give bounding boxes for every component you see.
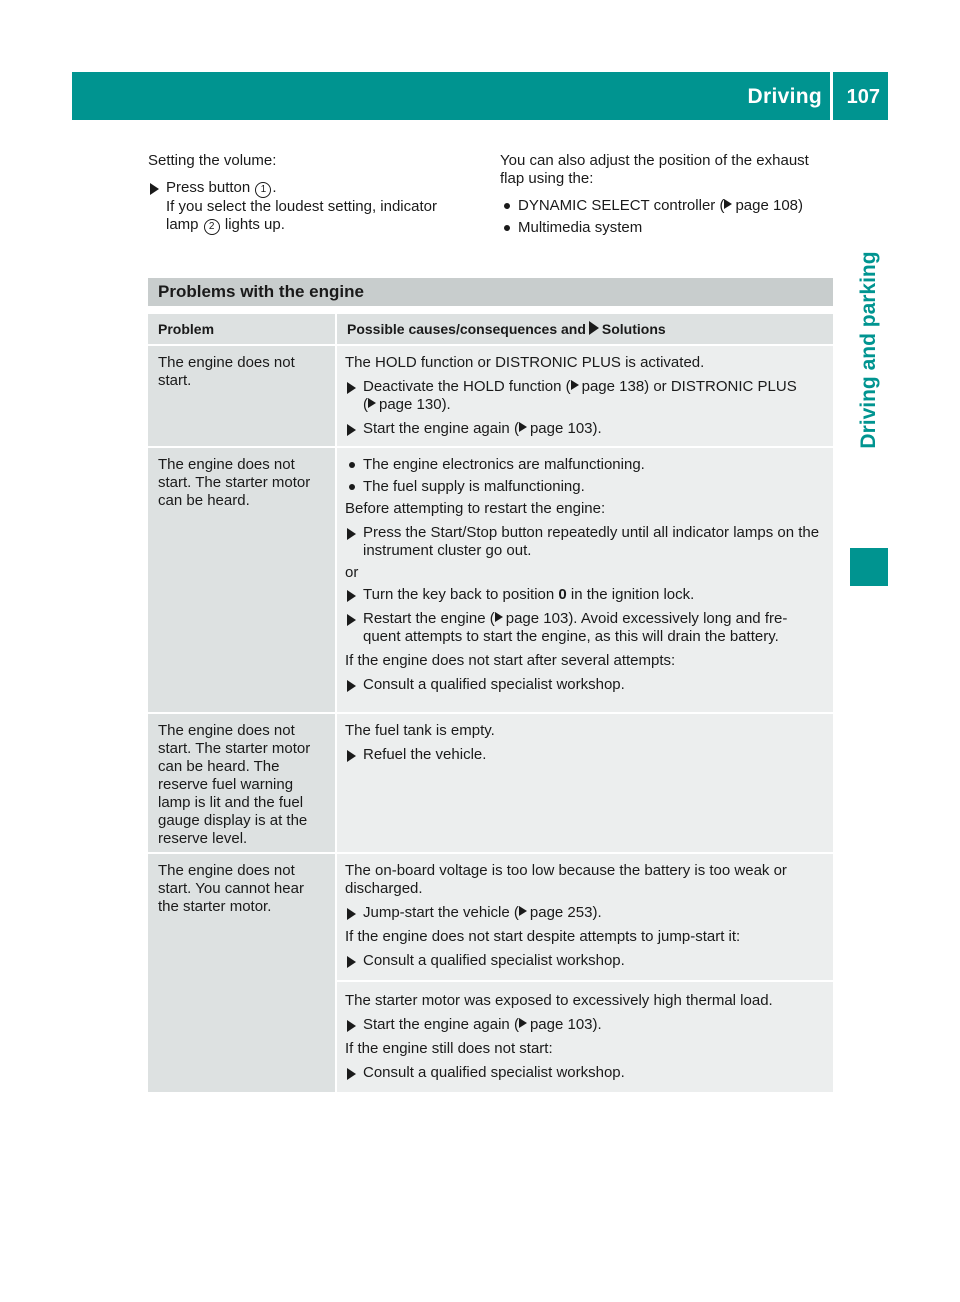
callout-2-icon: 2 — [204, 219, 220, 235]
instruction-step: Press the Start/Stop button repeatedly until all indicator lamps on the instrument cluster go out. — [345, 524, 825, 560]
side-tab-marker — [850, 548, 888, 586]
instruction-step: Jump-start the vehicle ( page 253). — [345, 904, 825, 922]
table-row — [148, 714, 833, 852]
problem-cell: The engine does not start. You cannot hear the starter motor. — [148, 854, 335, 1092]
volume-intro: Setting the volume: — [148, 152, 277, 169]
page-ref-icon — [519, 422, 527, 432]
header-divider — [830, 72, 833, 120]
instruction-step: Turn the key back to position 0 in the ignition lock. — [345, 586, 825, 604]
solution-cell: The HOLD function or DISTRONIC PLUS is activated. Deactivate the HOLD function ( page 138) or DISTRONIC PLUS ( page 130). Start the engine again ( page 103). — [337, 346, 833, 446]
page-ref-icon — [571, 380, 579, 390]
problem-cell: The engine does not start. The starter motor can be heard. — [148, 448, 335, 712]
page-ref-icon — [724, 199, 732, 209]
list-item: The fuel supply is malfunctioning. — [345, 478, 825, 496]
table-row — [148, 346, 833, 446]
instruction-step: Restart the engine ( page 103). Avoid excessively long and fre- quent attempts to start the engine, as this will drain the battery. — [345, 610, 825, 646]
instruction-step: Consult a qualified specialist workshop. — [345, 952, 825, 970]
page-number: 107 — [846, 86, 880, 108]
column-header-solutions: Possible causes/consequences and Solutions — [337, 314, 833, 344]
table-row — [148, 448, 833, 712]
page-ref-icon — [519, 906, 527, 916]
list-item: The engine electronics are malfunctioning. — [345, 456, 825, 474]
list-item: Multimedia system — [500, 219, 840, 237]
problem-cell: The engine does not start. — [148, 346, 335, 446]
volume-step: Press button 1 . If you select the loudest setting, indicator lamp 2 lights up. — [148, 179, 468, 235]
arrow-icon — [589, 321, 599, 335]
exhaust-intro: You can also adjust the position of the exhaust flap using the: — [500, 152, 809, 187]
table-row — [148, 854, 833, 1092]
solution-cell: The fuel tank is empty. Refuel the vehicle. — [337, 714, 833, 852]
instruction-step: Start the engine again ( page 103). — [345, 420, 825, 438]
page-ref-icon — [519, 1018, 527, 1028]
list-item: DYNAMIC SELECT controller ( page 108) — [500, 197, 840, 215]
column-header-problem: Problem — [148, 314, 335, 344]
left-column — [148, 152, 468, 235]
side-tab — [850, 120, 888, 540]
side-tab-label: Driving and parking — [857, 251, 880, 449]
header-bar — [72, 72, 888, 120]
instruction-step: Consult a qualified specialist workshop. — [345, 676, 825, 694]
solution-cell: The starter motor was exposed to excessively high thermal load. Start the engine again ( page 103). If the engine still does not start: Consult a qualified specialist workshop. — [337, 982, 833, 1092]
instruction-step: Start the engine again ( page 103). — [345, 1016, 825, 1034]
solution-cell: The engine electronics are malfunctioning. The fuel supply is malfunctioning. Before attempting to restart the engine: Press the Start/Stop button repeatedly until all indicator lamps on the instrument cluster go out. or Turn the key back to position 0 in the ignition lock. Restart the engine ( page 103). Avoid excessively long and fre- quent attempts to start the engine, as this will drain the battery. If the engine does not start after several attempts: Consult a qualified specialist workshop. — [337, 448, 833, 712]
problem-cell: The engine does not start. The starter motor can be heard. The reserve fuel warning lamp is lit and the fuel gauge display is at the reserve level. — [148, 714, 335, 852]
page-ref-icon — [368, 398, 376, 408]
callout-1-icon: 1 — [255, 182, 271, 198]
instruction-step: Consult a qualified specialist workshop. — [345, 1064, 825, 1082]
solution-cell: The on-board voltage is too low because the battery is too weak or discharged. Jump-start the vehicle ( page 253). If the engine does not start despite attempts to jump-start it: Consult a qualified specialist workshop. — [337, 854, 833, 980]
page-ref-icon — [495, 612, 503, 622]
instruction-step: Deactivate the HOLD function ( page 138) or DISTRONIC PLUS ( page 130). — [345, 378, 825, 414]
right-column — [500, 152, 840, 237]
section-title: Driving — [747, 85, 822, 108]
table-header — [148, 314, 833, 344]
section-heading: Problems with the engine — [148, 278, 833, 306]
instruction-step: Refuel the vehicle. — [345, 746, 825, 764]
